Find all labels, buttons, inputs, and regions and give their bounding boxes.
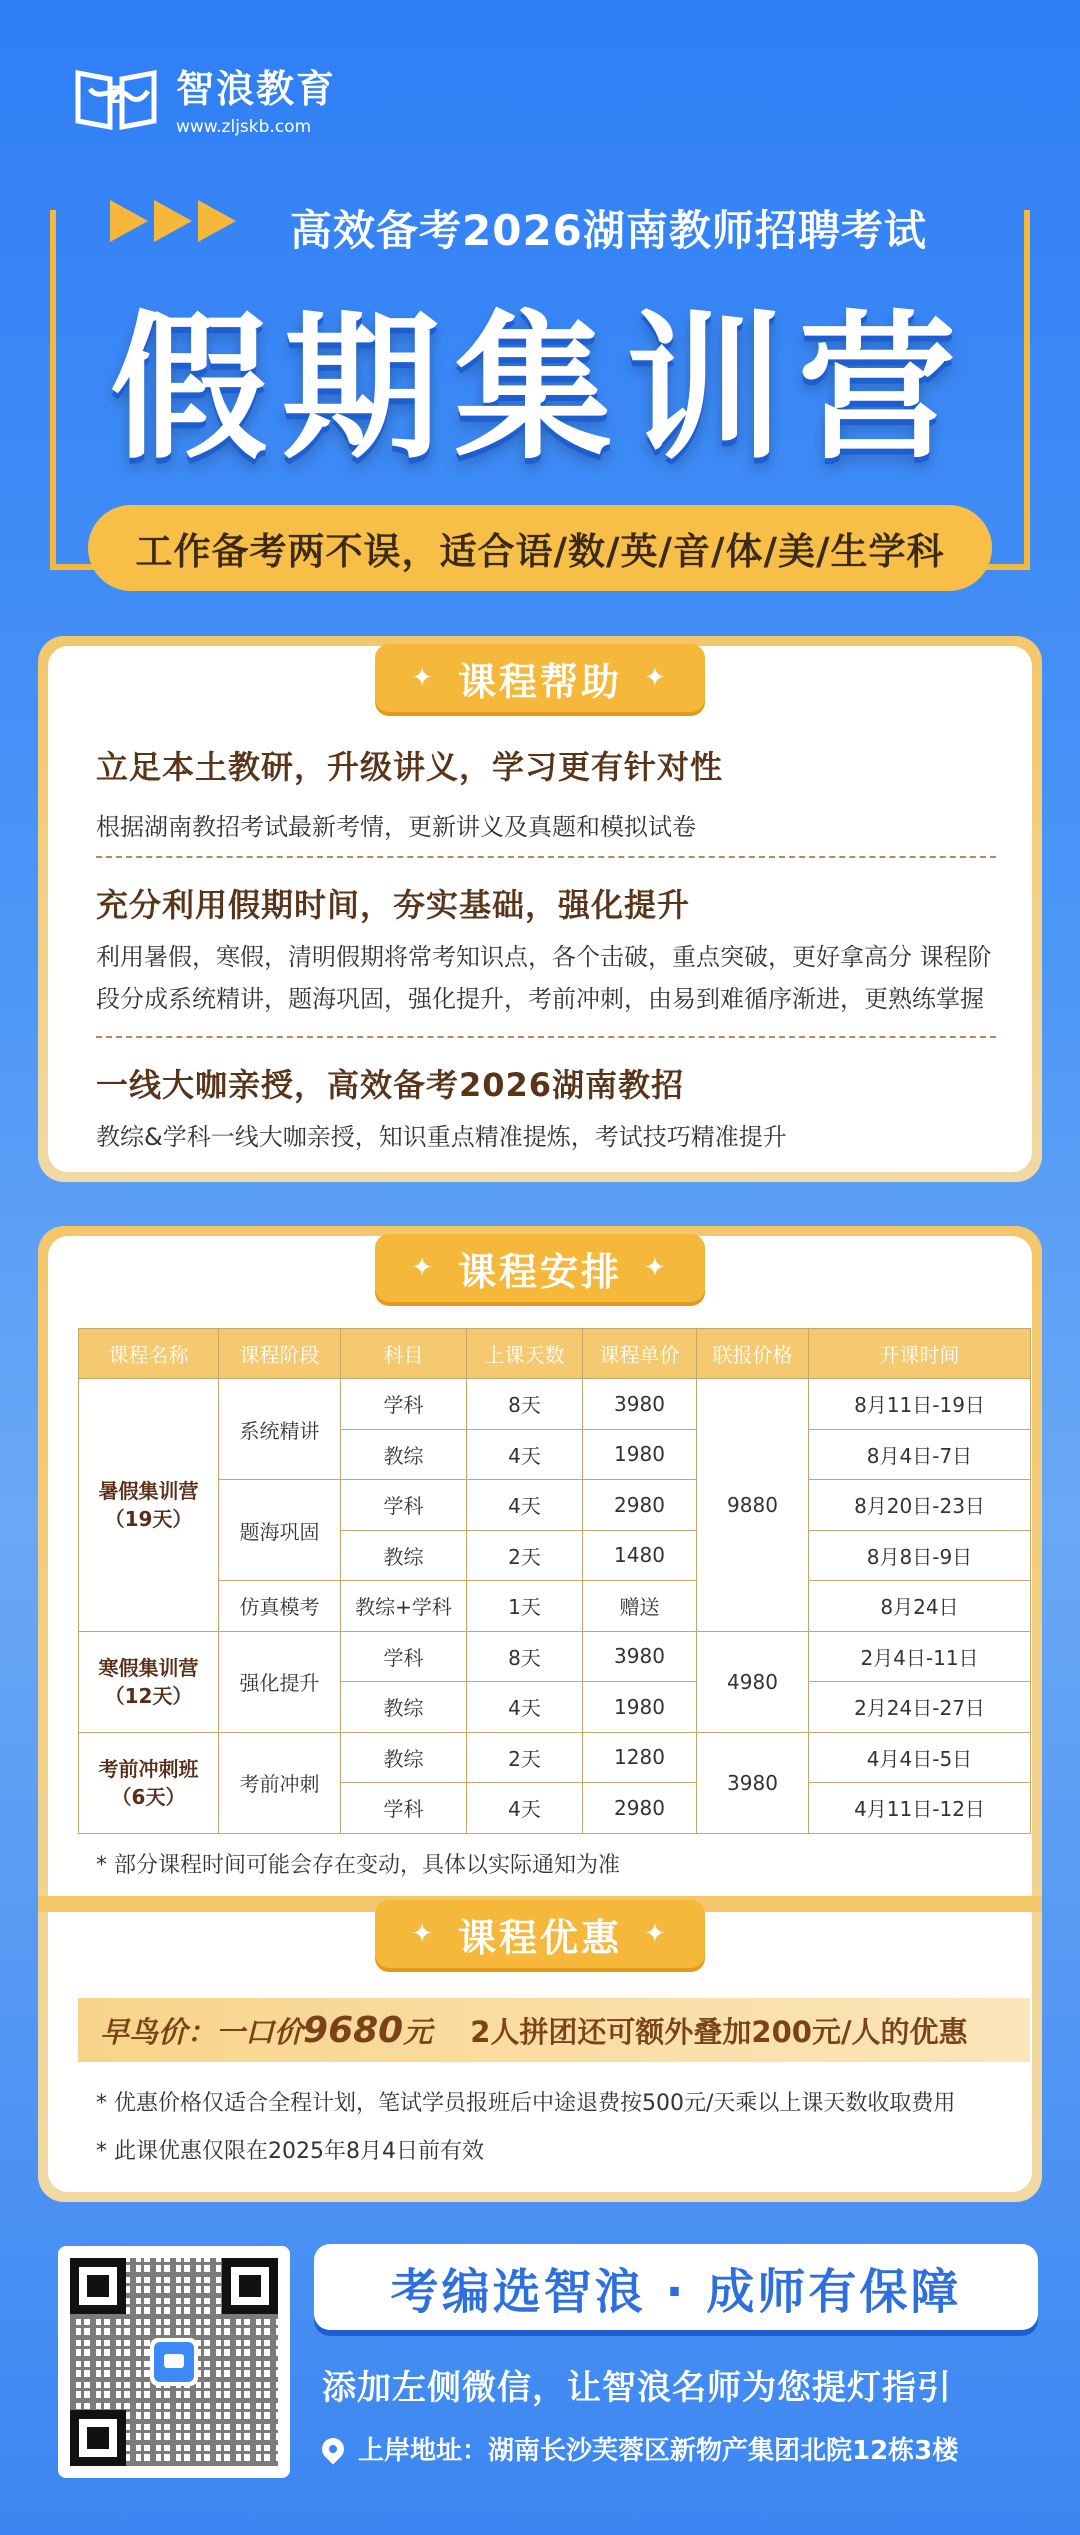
price-label: 一口价 bbox=[216, 2014, 304, 2049]
price-cell: 2980 bbox=[583, 1480, 697, 1531]
triangle-icon bbox=[154, 200, 192, 242]
table-row bbox=[79, 1631, 1031, 1682]
location-pin-icon bbox=[317, 2433, 348, 2464]
price-cell: 3980 bbox=[583, 1631, 697, 1682]
col-header: 课程单价 bbox=[583, 1329, 697, 1379]
subject-cell: 教综 bbox=[341, 1530, 467, 1581]
col-header: 课程阶段 bbox=[219, 1329, 341, 1379]
stage-cell: 题海巩固 bbox=[219, 1480, 341, 1581]
dashed-divider bbox=[96, 1036, 996, 1038]
days-cell: 2天 bbox=[467, 1732, 583, 1783]
slogan-banner: 考编选智浪 · 成师有保障 bbox=[314, 2244, 1038, 2330]
days-cell: 4天 bbox=[467, 1480, 583, 1531]
table-header-row bbox=[79, 1329, 1031, 1379]
help-card bbox=[38, 636, 1042, 1182]
time-cell: 8月8日-9日 bbox=[809, 1530, 1031, 1581]
days-cell: 8天 bbox=[467, 1631, 583, 1682]
subjects-pill: 工作备考两不误，适合语/数/英/音/体/美/生学科 bbox=[88, 505, 992, 591]
help-text: 利用暑假，寒假，清明假期将常考知识点，各个击破，重点突破，更好拿高分 课程阶段分成系统精讲，题海巩固，强化提升，考前冲刺，由易到难循序渐进，更熟练掌握 bbox=[96, 943, 992, 1013]
help-item bbox=[96, 742, 996, 848]
course-name-cell bbox=[79, 1379, 219, 1632]
help-item bbox=[96, 880, 996, 1020]
sparkle-icon: ✦ bbox=[644, 1919, 669, 1949]
schedule-table bbox=[78, 1328, 1031, 1834]
help-heading: 一线大咖亲授，高效备考2026湖南教招 bbox=[96, 1066, 685, 1104]
wechat-qr-code bbox=[58, 2246, 290, 2478]
days-cell: 1天 bbox=[467, 1581, 583, 1632]
page-title: 假期集训营 bbox=[110, 297, 970, 481]
qr-finder bbox=[70, 2410, 126, 2466]
table-row bbox=[79, 1581, 1031, 1632]
header-subtitle: 高效备考2026湖南教师招聘考试 bbox=[290, 206, 927, 255]
bundle-price-cell: 9880 bbox=[697, 1379, 809, 1632]
course-name: 寒假集训营 bbox=[98, 1655, 199, 1680]
chat-icon bbox=[150, 2338, 198, 2386]
early-bird-label: 早鸟价： bbox=[100, 2014, 217, 2049]
price-unit: 元 bbox=[403, 2014, 433, 2049]
subject-cell: 学科 bbox=[341, 1480, 467, 1531]
triangle-icon bbox=[198, 200, 236, 242]
subject-cell: 学科 bbox=[341, 1783, 467, 1834]
course-days: （12天） bbox=[104, 1683, 193, 1708]
time-cell: 8月20日-23日 bbox=[809, 1480, 1031, 1531]
bundle-price-cell: 3980 bbox=[697, 1732, 809, 1833]
sparkle-icon: ✦ bbox=[411, 1919, 436, 1949]
logo-icon bbox=[70, 63, 162, 133]
time-cell: 2月24日-27日 bbox=[809, 1682, 1031, 1733]
qr-finder bbox=[222, 2258, 278, 2314]
offer-tab-label: 课程优惠 bbox=[457, 1915, 622, 1960]
schedule-tab bbox=[375, 1234, 705, 1302]
svg-text:Z: Z bbox=[107, 80, 125, 109]
price-cell: 2980 bbox=[583, 1783, 697, 1834]
help-text: 教综&学科一线大咖亲授，知识重点精准提炼，考试技巧精准提升 bbox=[96, 1123, 787, 1151]
course-name-cell bbox=[79, 1631, 219, 1732]
price-value: 9680 bbox=[303, 2009, 404, 2051]
qr-finder bbox=[70, 2258, 126, 2314]
course-days: （6天） bbox=[111, 1784, 186, 1809]
subject-cell: 学科 bbox=[341, 1631, 467, 1682]
brand-url: www.zljskb.com bbox=[176, 117, 312, 137]
col-header: 上课天数 bbox=[467, 1329, 583, 1379]
time-cell: 8月4日-7日 bbox=[809, 1429, 1031, 1480]
sparkle-icon: ✦ bbox=[644, 1253, 669, 1283]
table-row bbox=[79, 1379, 1031, 1430]
wechat-cta: 添加左侧微信，让智浪名师为您提灯指引 bbox=[322, 2368, 952, 2408]
subject-cell: 教综 bbox=[341, 1732, 467, 1783]
course-name-cell bbox=[79, 1732, 219, 1833]
subject-cell: 学科 bbox=[341, 1379, 467, 1430]
table-row bbox=[79, 1480, 1031, 1531]
days-cell: 4天 bbox=[467, 1682, 583, 1733]
dashed-divider bbox=[96, 856, 996, 858]
stage-cell: 系统精讲 bbox=[219, 1379, 341, 1480]
triangle-icon bbox=[110, 200, 148, 242]
col-header: 科目 bbox=[341, 1329, 467, 1379]
group-offer: 2人拼团还可额外叠加200元/人的优惠 bbox=[470, 2014, 968, 2049]
address-text: 上岸地址：湖南长沙芙蓉区新物产集团北院12栋3楼 bbox=[358, 2436, 959, 2466]
schedule-note: * 部分课程时间可能会存在变动，具体以实际通知为准 bbox=[96, 1853, 620, 1878]
price-cell: 1980 bbox=[583, 1682, 697, 1733]
bundle-price-cell: 4980 bbox=[697, 1631, 809, 1732]
days-cell: 4天 bbox=[467, 1783, 583, 1834]
time-cell: 8月11日-19日 bbox=[809, 1379, 1031, 1430]
schedule-tab-label: 课程安排 bbox=[457, 1249, 622, 1294]
price-cell: 1480 bbox=[583, 1530, 697, 1581]
price-cell: 1280 bbox=[583, 1732, 697, 1783]
subject-cell: 教综 bbox=[341, 1429, 467, 1480]
help-tab bbox=[375, 644, 705, 712]
help-heading: 立足本土教研，升级讲义，学习更有针对性 bbox=[96, 748, 724, 786]
price-cell: 1980 bbox=[583, 1429, 697, 1480]
brand-name: 智浪教育 bbox=[176, 67, 337, 111]
offer-banner bbox=[78, 1998, 1030, 2062]
time-cell: 4月4日-5日 bbox=[809, 1732, 1031, 1783]
col-header: 课程名称 bbox=[79, 1329, 219, 1379]
table-row bbox=[79, 1732, 1031, 1783]
schedule-card bbox=[38, 1226, 1042, 2202]
brand-logo bbox=[70, 58, 336, 137]
offer-tab bbox=[375, 1900, 705, 1968]
subject-cell: 教综+学科 bbox=[341, 1581, 467, 1632]
early-bird-price bbox=[100, 2010, 432, 2051]
stage-cell: 仿真模考 bbox=[219, 1581, 341, 1632]
course-name: 暑假集训营 bbox=[98, 1478, 199, 1503]
col-header: 开课时间 bbox=[809, 1329, 1031, 1379]
arrow-icons bbox=[110, 200, 236, 242]
price-cell: 赠送 bbox=[583, 1581, 697, 1632]
days-cell: 2天 bbox=[467, 1530, 583, 1581]
time-cell: 8月24日 bbox=[809, 1581, 1031, 1632]
sparkle-icon: ✦ bbox=[411, 663, 436, 693]
days-cell: 4天 bbox=[467, 1429, 583, 1480]
offer-note: * 优惠价格仅适合全程计划，笔试学员报班后中途退费按500元/天乘以上课天数收取费用 bbox=[96, 2091, 956, 2116]
col-header: 联报价格 bbox=[697, 1329, 809, 1379]
course-name: 考前冲刺班 bbox=[98, 1756, 199, 1781]
stage-cell: 强化提升 bbox=[219, 1631, 341, 1732]
address-line bbox=[322, 2430, 958, 2467]
help-tab-label: 课程帮助 bbox=[457, 659, 622, 704]
sparkle-icon: ✦ bbox=[644, 663, 669, 693]
course-days: （19天） bbox=[104, 1506, 193, 1531]
help-text: 根据湖南教招考试最新考情，更新讲义及真题和模拟试卷 bbox=[96, 813, 696, 841]
price-cell: 3980 bbox=[583, 1379, 697, 1430]
help-heading: 充分利用假期时间，夯实基础，强化提升 bbox=[96, 886, 691, 924]
offer-note: * 此课优惠仅限在2025年8月4日前有效 bbox=[96, 2139, 484, 2164]
stage-cell: 考前冲刺 bbox=[219, 1732, 341, 1833]
help-item bbox=[96, 1060, 996, 1158]
days-cell: 8天 bbox=[467, 1379, 583, 1430]
time-cell: 4月11日-12日 bbox=[809, 1783, 1031, 1834]
subject-cell: 教综 bbox=[341, 1682, 467, 1733]
sparkle-icon: ✦ bbox=[411, 1253, 436, 1283]
time-cell: 2月4日-11日 bbox=[809, 1631, 1031, 1682]
